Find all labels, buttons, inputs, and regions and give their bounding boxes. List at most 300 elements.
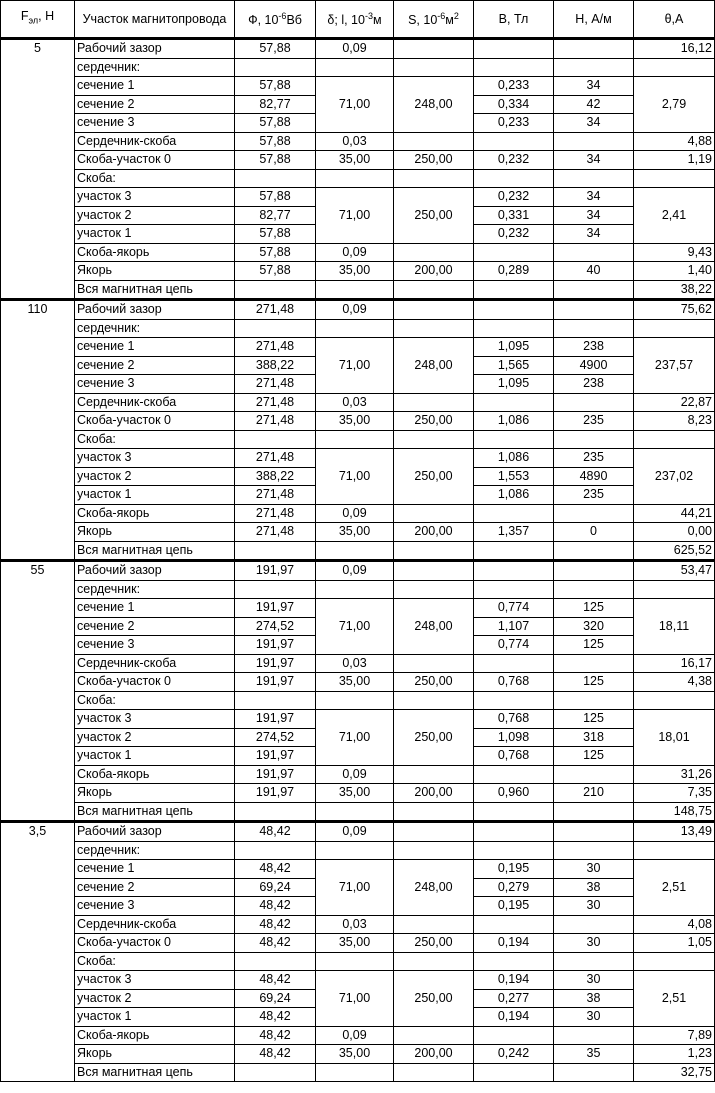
induction-value: 0,232: [474, 151, 554, 170]
field-value: 35: [554, 1045, 634, 1064]
area-value: 248,00: [394, 77, 474, 133]
phi-value: 271,48: [235, 449, 316, 468]
theta-value: 18,11: [634, 599, 715, 655]
table-cell: [474, 1063, 554, 1082]
phi-value: 57,88: [235, 188, 316, 207]
area-value: 248,00: [394, 338, 474, 394]
table-cell: [474, 822, 554, 842]
table-cell: [554, 280, 634, 300]
induction-value: 0,334: [474, 95, 554, 114]
table-cell: [394, 802, 474, 822]
table-cell: [474, 802, 554, 822]
table-cell: [554, 1063, 634, 1082]
part-label: Сердечник-скоба: [75, 393, 235, 412]
table-cell: [554, 169, 634, 188]
table-cell: [394, 243, 474, 262]
theta-value: 1,05: [634, 934, 715, 953]
phi-value: 271,48: [235, 375, 316, 394]
delta-value: 0,03: [316, 393, 394, 412]
part-label: участок 1: [75, 486, 235, 505]
field-value: 235: [554, 486, 634, 505]
table-cell: [235, 580, 316, 599]
table-cell: [634, 691, 715, 710]
table-cell: [235, 280, 316, 300]
field-value: 34: [554, 114, 634, 133]
table-cell: [235, 691, 316, 710]
field-value: 0: [554, 523, 634, 542]
table-cell: [474, 39, 554, 59]
phi-value: 57,88: [235, 262, 316, 281]
table-row: [1, 915, 715, 934]
table-cell: [554, 430, 634, 449]
part-label: Скоба:: [75, 169, 235, 188]
table-cell: [394, 280, 474, 300]
table-cell: [474, 765, 554, 784]
part-label: участок 2: [75, 728, 235, 747]
theta-value: 7,35: [634, 784, 715, 803]
delta-value: 71,00: [316, 338, 394, 394]
table-row: [1, 599, 715, 618]
part-label: участок 1: [75, 747, 235, 766]
induction-value: 0,194: [474, 1008, 554, 1027]
part-label: Якорь: [75, 262, 235, 281]
table-cell: [554, 691, 634, 710]
delta-value: 71,00: [316, 599, 394, 655]
delta-value: 71,00: [316, 971, 394, 1027]
part-label: Рабочий зазор: [75, 300, 235, 320]
theta-value: 1,23: [634, 1045, 715, 1064]
part-label: Якорь: [75, 784, 235, 803]
theta-value: 4,08: [634, 915, 715, 934]
table-row: [1, 300, 715, 320]
field-value: 34: [554, 77, 634, 96]
phi-value: 48,42: [235, 971, 316, 990]
area-value: 200,00: [394, 262, 474, 281]
area-value: 250,00: [394, 151, 474, 170]
part-label: Скоба:: [75, 952, 235, 971]
table-row: [1, 673, 715, 692]
part-label: Вся магнитная цепь: [75, 541, 235, 561]
phi-value: 48,42: [235, 1008, 316, 1027]
delta-value: 35,00: [316, 262, 394, 281]
field-value: 30: [554, 934, 634, 953]
part-label: Скоба-участок 0: [75, 151, 235, 170]
table-cell: [634, 580, 715, 599]
table-cell: [634, 58, 715, 77]
phi-value: 48,42: [235, 915, 316, 934]
table-row: [1, 169, 715, 188]
delta-value: 0,09: [316, 504, 394, 523]
table-cell: [634, 430, 715, 449]
part-label: Скоба-якорь: [75, 765, 235, 784]
theta-value: 18,01: [634, 710, 715, 766]
table-row: [1, 1026, 715, 1045]
part-label: Рабочий зазор: [75, 822, 235, 842]
induction-value: 0,233: [474, 114, 554, 133]
part-label: участок 1: [75, 225, 235, 244]
theta-value: 237,02: [634, 449, 715, 505]
theta-value: 1,40: [634, 262, 715, 281]
force-value: 55: [1, 561, 75, 822]
table-row: [1, 710, 715, 729]
table-cell: [474, 841, 554, 860]
table-cell: [474, 243, 554, 262]
phi-value: 48,42: [235, 897, 316, 916]
header-row: [1, 1, 715, 39]
area-value: 200,00: [394, 784, 474, 803]
theta-value: 2,51: [634, 860, 715, 916]
table-cell: [474, 691, 554, 710]
table-cell: [474, 300, 554, 320]
table-cell: [474, 561, 554, 581]
area-value: 250,00: [394, 710, 474, 766]
table-row: [1, 952, 715, 971]
theta-value: 2,41: [634, 188, 715, 244]
table-cell: [554, 132, 634, 151]
area-value: 200,00: [394, 1045, 474, 1064]
header-induction: B, Тл: [474, 1, 554, 39]
field-value: 30: [554, 897, 634, 916]
field-value: 30: [554, 860, 634, 879]
induction-value: 1,107: [474, 617, 554, 636]
delta-value: 35,00: [316, 412, 394, 431]
phi-value: 57,88: [235, 114, 316, 133]
part-label: сечение 1: [75, 338, 235, 357]
field-value: 238: [554, 375, 634, 394]
phi-value: 82,77: [235, 95, 316, 114]
delta-value: 71,00: [316, 77, 394, 133]
part-label: сердечник:: [75, 841, 235, 860]
table-cell: [316, 430, 394, 449]
table-cell: [554, 561, 634, 581]
delta-value: 35,00: [316, 673, 394, 692]
field-value: 125: [554, 710, 634, 729]
delta-value: 0,09: [316, 561, 394, 581]
table-cell: [554, 765, 634, 784]
induction-value: 1,553: [474, 467, 554, 486]
table-row: [1, 523, 715, 542]
delta-value: 0,03: [316, 915, 394, 934]
phi-value: 388,22: [235, 467, 316, 486]
table-cell: [235, 952, 316, 971]
field-value: 34: [554, 225, 634, 244]
field-value: 320: [554, 617, 634, 636]
table-row: [1, 151, 715, 170]
table-row: [1, 319, 715, 338]
table-row: [1, 393, 715, 412]
field-value: 4890: [554, 467, 634, 486]
table-cell: [235, 319, 316, 338]
table-row: [1, 765, 715, 784]
phi-value: 274,52: [235, 617, 316, 636]
phi-value: 48,42: [235, 1026, 316, 1045]
table-body: [1, 39, 715, 1082]
table-cell: [394, 541, 474, 561]
part-label: сердечник:: [75, 58, 235, 77]
table-cell: [316, 691, 394, 710]
table-row: [1, 132, 715, 151]
table-cell: [316, 541, 394, 561]
phi-value: 69,24: [235, 989, 316, 1008]
table-cell: [474, 58, 554, 77]
table-row: [1, 280, 715, 300]
theta-value: 22,87: [634, 393, 715, 412]
field-value: 125: [554, 673, 634, 692]
induction-value: 0,242: [474, 1045, 554, 1064]
part-label: сечение 2: [75, 617, 235, 636]
table-row: [1, 58, 715, 77]
delta-value: 35,00: [316, 1045, 394, 1064]
theta-total: 38,22: [634, 280, 715, 300]
area-value: 248,00: [394, 599, 474, 655]
theta-total: 148,75: [634, 802, 715, 822]
part-label: участок 3: [75, 449, 235, 468]
area-value: 250,00: [394, 188, 474, 244]
part-label: Якорь: [75, 1045, 235, 1064]
force-value: 5: [1, 39, 75, 300]
induction-value: 0,279: [474, 878, 554, 897]
table-row: [1, 430, 715, 449]
delta-value: 71,00: [316, 188, 394, 244]
table-cell: [235, 1063, 316, 1082]
phi-value: 271,48: [235, 393, 316, 412]
table-row: [1, 841, 715, 860]
field-value: 125: [554, 747, 634, 766]
theta-value: 4,88: [634, 132, 715, 151]
induction-value: 0,331: [474, 206, 554, 225]
table-row: [1, 654, 715, 673]
table-cell: [554, 822, 634, 842]
phi-value: 271,48: [235, 504, 316, 523]
delta-value: 71,00: [316, 860, 394, 916]
field-value: 238: [554, 338, 634, 357]
table-row: [1, 802, 715, 822]
induction-value: 0,768: [474, 673, 554, 692]
phi-value: 48,42: [235, 1045, 316, 1064]
table-cell: [474, 915, 554, 934]
table-cell: [235, 841, 316, 860]
delta-value: 0,09: [316, 39, 394, 59]
theta-value: 8,23: [634, 412, 715, 431]
table-row: [1, 449, 715, 468]
table-cell: [394, 561, 474, 581]
phi-value: 191,97: [235, 747, 316, 766]
table-cell: [634, 319, 715, 338]
induction-value: 0,195: [474, 897, 554, 916]
part-label: Якорь: [75, 523, 235, 542]
phi-value: 82,77: [235, 206, 316, 225]
part-label: участок 2: [75, 206, 235, 225]
table-cell: [394, 39, 474, 59]
induction-value: 0,233: [474, 77, 554, 96]
phi-value: 191,97: [235, 561, 316, 581]
part-label: Скоба:: [75, 691, 235, 710]
table-cell: [235, 430, 316, 449]
table-cell: [634, 169, 715, 188]
table-cell: [394, 1026, 474, 1045]
table-cell: [474, 541, 554, 561]
table-cell: [474, 319, 554, 338]
force-value: 110: [1, 300, 75, 561]
part-label: сердечник:: [75, 319, 235, 338]
theta-value: 2,79: [634, 77, 715, 133]
field-value: 125: [554, 636, 634, 655]
induction-value: 0,232: [474, 225, 554, 244]
phi-value: 388,22: [235, 356, 316, 375]
delta-value: 0,09: [316, 300, 394, 320]
induction-value: 0,774: [474, 636, 554, 655]
table-cell: [554, 504, 634, 523]
part-label: Скоба-якорь: [75, 504, 235, 523]
part-label: Скоба-участок 0: [75, 673, 235, 692]
part-label: Вся магнитная цепь: [75, 280, 235, 300]
induction-value: 1,357: [474, 523, 554, 542]
table-cell: [394, 430, 474, 449]
table-cell: [316, 169, 394, 188]
part-label: сечение 1: [75, 860, 235, 879]
field-value: 42: [554, 95, 634, 114]
table-row: [1, 934, 715, 953]
table-cell: [474, 280, 554, 300]
phi-value: 274,52: [235, 728, 316, 747]
theta-value: 1,19: [634, 151, 715, 170]
induction-value: 1,086: [474, 449, 554, 468]
theta-value: 4,38: [634, 673, 715, 692]
phi-value: 271,48: [235, 300, 316, 320]
part-label: сечение 3: [75, 636, 235, 655]
part-label: Сердечник-скоба: [75, 132, 235, 151]
induction-value: 1,098: [474, 728, 554, 747]
table-row: [1, 784, 715, 803]
induction-value: 0,194: [474, 971, 554, 990]
delta-value: 0,09: [316, 822, 394, 842]
table-cell: [394, 952, 474, 971]
table-cell: [554, 841, 634, 860]
delta-value: 0,03: [316, 654, 394, 673]
phi-value: 57,88: [235, 132, 316, 151]
table-cell: [554, 393, 634, 412]
field-value: 210: [554, 784, 634, 803]
phi-value: 191,97: [235, 654, 316, 673]
table-row: [1, 1063, 715, 1082]
induction-value: 1,095: [474, 375, 554, 394]
area-value: 250,00: [394, 934, 474, 953]
part-label: сечение 1: [75, 599, 235, 618]
header-phi: Ф, $10^{-6}Вб$: [235, 1, 316, 39]
table-cell: [394, 393, 474, 412]
theta-value: 44,21: [634, 504, 715, 523]
table-row: [1, 541, 715, 561]
part-label: сечение 1: [75, 77, 235, 96]
table-cell: [316, 280, 394, 300]
field-value: 34: [554, 151, 634, 170]
table-cell: [235, 541, 316, 561]
part-label: Скоба-участок 0: [75, 412, 235, 431]
table-cell: [474, 1026, 554, 1045]
part-label: участок 1: [75, 1008, 235, 1027]
induction-value: 0,194: [474, 934, 554, 953]
theta-total: 32,75: [634, 1063, 715, 1082]
table-cell: [394, 300, 474, 320]
phi-value: 191,97: [235, 636, 316, 655]
table-row: [1, 188, 715, 207]
table-cell: [474, 430, 554, 449]
table-row: [1, 338, 715, 357]
part-label: Скоба:: [75, 430, 235, 449]
header-field-strength: H, А/м: [554, 1, 634, 39]
part-label: Сердечник-скоба: [75, 915, 235, 934]
table-cell: [316, 1063, 394, 1082]
table-cell: [474, 952, 554, 971]
phi-value: 57,88: [235, 77, 316, 96]
part-label: Рабочий зазор: [75, 39, 235, 59]
field-value: 34: [554, 188, 634, 207]
table-cell: [316, 952, 394, 971]
table-cell: [394, 915, 474, 934]
theta-value: 75,62: [634, 300, 715, 320]
area-value: 248,00: [394, 860, 474, 916]
table-row: [1, 691, 715, 710]
table-cell: [634, 952, 715, 971]
table-cell: [316, 319, 394, 338]
table-cell: [394, 169, 474, 188]
induction-value: 0,960: [474, 784, 554, 803]
field-value: 125: [554, 599, 634, 618]
part-label: Скоба-якорь: [75, 1026, 235, 1045]
theta-value: 7,89: [634, 1026, 715, 1045]
delta-value: 0,09: [316, 1026, 394, 1045]
theta-total: 625,52: [634, 541, 715, 561]
table-cell: [394, 765, 474, 784]
header-force: $F_{эл}$, Н: [1, 1, 75, 39]
table-row: [1, 77, 715, 96]
table-cell: [474, 393, 554, 412]
table-row: [1, 412, 715, 431]
phi-value: 191,97: [235, 673, 316, 692]
induction-value: 0,232: [474, 188, 554, 207]
field-value: 4900: [554, 356, 634, 375]
phi-value: 57,88: [235, 225, 316, 244]
table-row: [1, 860, 715, 879]
table-cell: [394, 580, 474, 599]
table-cell: [554, 1026, 634, 1045]
table-cell: [554, 802, 634, 822]
area-value: 250,00: [394, 971, 474, 1027]
area-value: 200,00: [394, 523, 474, 542]
table-cell: [474, 504, 554, 523]
table-cell: [394, 822, 474, 842]
part-label: участок 3: [75, 971, 235, 990]
table-cell: [235, 58, 316, 77]
part-label: Скоба-якорь: [75, 243, 235, 262]
part-label: Сердечник-скоба: [75, 654, 235, 673]
theta-value: 237,57: [634, 338, 715, 394]
table-cell: [316, 58, 394, 77]
induction-value: 1,086: [474, 486, 554, 505]
table-cell: [235, 169, 316, 188]
area-value: 250,00: [394, 673, 474, 692]
part-label: Вся магнитная цепь: [75, 1063, 235, 1082]
theta-value: 9,43: [634, 243, 715, 262]
field-value: 318: [554, 728, 634, 747]
table-cell: [394, 58, 474, 77]
delta-value: 0,09: [316, 243, 394, 262]
delta-value: 0,03: [316, 132, 394, 151]
table-cell: [316, 580, 394, 599]
phi-value: 271,48: [235, 338, 316, 357]
table-cell: [554, 58, 634, 77]
header-delta: δ; l, $10^{-3}м$: [316, 1, 394, 39]
